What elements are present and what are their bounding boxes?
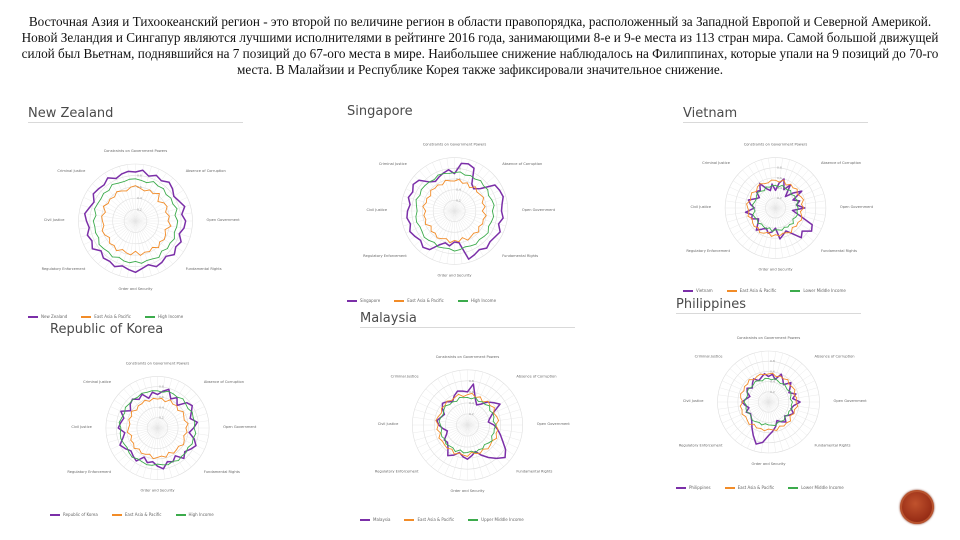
tick-label: 0.8 (137, 173, 142, 178)
tick-label: 0.4 (777, 185, 782, 190)
axis-label: Fundamental Rights (203, 470, 240, 474)
chart-legend (50, 512, 228, 517)
tick-label: 0.2 (770, 389, 775, 394)
legend-swatch (676, 487, 686, 489)
tick-label: 0.8 (777, 165, 782, 170)
tick-label: 0.4 (770, 379, 775, 384)
legend-item (404, 517, 454, 522)
legend-swatch (28, 316, 38, 318)
axis-label: Absence of Corruption (821, 160, 862, 165)
tick-label: 0.2 (469, 411, 474, 416)
legend-label: East Asia & Pacific (407, 298, 444, 303)
radar-chart (360, 331, 575, 515)
ornament-seal-icon (900, 490, 934, 524)
axis-label: Regulatory Enforcement (67, 470, 112, 474)
chart-legend (347, 298, 510, 303)
legend-label: High Income (157, 314, 184, 319)
axis-label: Fundamental Rights (516, 469, 553, 474)
axis-label: Criminal Justice (57, 169, 86, 174)
legend-label: East Asia & Pacific (94, 314, 131, 319)
legend-item (727, 288, 777, 293)
axis-label: Regulatory Enforcement (678, 443, 723, 448)
tick-label: 0.4 (456, 187, 461, 192)
legend-item (112, 512, 162, 517)
axis-label: Criminal Justice (390, 374, 419, 379)
axis-label: Civil Justice (377, 422, 399, 426)
axis-label: Order and Security (140, 488, 175, 493)
axis-label: Absence of Corruption (185, 169, 226, 174)
tick-label: 0.4 (469, 400, 474, 405)
legend-label: High Income (470, 298, 497, 303)
axis-label: Civil Justice (366, 208, 388, 212)
legend-item (458, 298, 496, 303)
tick-label: 0.2 (456, 198, 461, 203)
axis-label: Regulatory Enforcement (363, 254, 407, 259)
legend-swatch (81, 316, 91, 318)
legend-swatch (727, 290, 737, 292)
grid-spoke (737, 208, 775, 241)
grid-spoke (730, 402, 769, 435)
legend-item (788, 485, 843, 490)
grid-spoke (426, 389, 468, 425)
legend-label: East Asia & Pacific (737, 485, 775, 490)
legend-item (683, 288, 713, 293)
chart-title: Philippines (676, 297, 747, 312)
axis-label: Absence of Corruption (203, 380, 244, 384)
axis-label: Order and Security (437, 273, 472, 278)
axis-label: Fundamental Rights (814, 443, 851, 448)
legend-swatch (458, 300, 468, 302)
tick-label: 0.8 (770, 359, 775, 364)
legend-swatch (394, 300, 404, 302)
axis-label: Criminal Justice (83, 380, 112, 384)
radar-chart (50, 340, 265, 512)
grid-spoke (735, 363, 768, 402)
legend-item (145, 314, 183, 319)
axis-label: Civil Justice (71, 425, 92, 429)
legend-swatch (788, 487, 798, 489)
chart-title: Vietnam (683, 106, 738, 121)
axis-label: Order and Security (450, 489, 485, 494)
legend-item (468, 517, 524, 522)
axis-label: Order and Security (118, 287, 153, 291)
legend-item (790, 288, 845, 293)
legend-label: Upper Middle Income (481, 517, 524, 522)
chart-title: Singapore (347, 104, 413, 119)
legend-swatch (347, 300, 357, 302)
axis-label: Open Government (536, 422, 570, 426)
chart-legend (360, 517, 538, 522)
legend-swatch (404, 519, 414, 521)
legend-label: Lower Middle Income (803, 288, 846, 293)
legend-label: East Asia & Pacific (739, 288, 777, 293)
tick-label: 0.6 (137, 184, 142, 189)
axis-label: Criminal Justice (694, 354, 723, 359)
tick-label: 0.8 (159, 384, 164, 389)
axis-label: Constraints on Government Powers (743, 142, 808, 147)
legend-swatch (145, 316, 155, 318)
axis-label: Open Government (833, 399, 867, 403)
axis-label: Criminal Justice (702, 160, 730, 165)
axis-label: Open Government (839, 205, 874, 209)
legend-label: Malaysia (373, 517, 391, 522)
radar-chart (683, 122, 874, 290)
axis-label: Constraints on Government Powers (422, 142, 487, 147)
legend-item (676, 485, 711, 490)
axis-label: Absence of Corruption (502, 161, 543, 166)
chart-legend (683, 288, 860, 293)
tick-label: 0.2 (159, 415, 164, 420)
axis-label: Fundamental Rights (185, 266, 222, 271)
radar-chart (676, 315, 867, 485)
axis-label: Constraints on Government Powers (125, 361, 190, 366)
axis-label: Regulatory Enforcement (374, 469, 419, 474)
grid-spoke (136, 221, 173, 264)
tick-label: 0.6 (770, 369, 775, 374)
tick-label: 0.6 (469, 389, 474, 394)
legend-label: High Income (188, 512, 214, 517)
axis-label: Fundamental Rights (821, 249, 857, 254)
legend-item (725, 485, 775, 490)
legend-item (394, 298, 444, 303)
tick-label: 0.8 (469, 378, 474, 383)
legend-swatch (50, 514, 60, 516)
grid-spoke (136, 221, 179, 258)
grid-spoke (776, 208, 814, 241)
legend-item (28, 314, 67, 319)
axis-label: Fundamental Rights (502, 254, 539, 259)
legend-item (176, 512, 214, 517)
legend-swatch (176, 514, 186, 516)
intro-paragraph: Восточная Азия и Тихоокеанский регион - это второй по величине регион в области правопорядка, расположенный за Западной Европой и Северной Америкой. Новой Зеландия и Сингапур являются лучшими исполнителями в рейтинге 2016 года, занимающими 8-е и 9-е места из 113 стран мира. Самой большой движущей силой был Вьетнам, поднявшийся на 7 позиций до 67-ого места в мире. Наибольшее снижение наблюдалось на Филиппинах, которые упали на 9 позиций до 70-го места. В Малайзии и Республике Корея также зафиксировали значительное снижение. (21, 14, 939, 77)
axis-label: Civil Justice (682, 399, 704, 403)
chart-title: New Zealand (28, 106, 114, 121)
tick-label: 0.6 (159, 395, 164, 400)
tick-label: 0.4 (137, 196, 142, 201)
title-divider (676, 313, 861, 314)
axis-label: Constraints on Government Powers (103, 149, 168, 153)
tick-label: 0.8 (456, 166, 461, 171)
axis-label: Absence of Corruption (814, 354, 855, 359)
grid-spoke (776, 175, 814, 208)
legend-swatch (683, 290, 693, 292)
legend-label: New Zealand (41, 314, 68, 319)
legend-label: Republic of Korea (63, 512, 98, 517)
grid-spoke (468, 389, 510, 425)
chart-title: Republic of Korea (50, 322, 164, 337)
legend-label: East Asia & Pacific (417, 517, 455, 522)
legend-item (81, 314, 131, 319)
legend-swatch (725, 487, 735, 489)
tick-label: 0.4 (159, 405, 164, 410)
legend-item (50, 512, 98, 517)
axis-label: Absence of Corruption (516, 374, 557, 379)
axis-label: Civil Justice (43, 218, 65, 222)
legend-label: Vietnam (696, 288, 713, 293)
axis-label: Constraints on Government Powers (435, 354, 500, 359)
axis-label: Regulatory Enforcement (41, 266, 86, 271)
axis-label: Civil Justice (690, 205, 712, 209)
axis-label: Open Government (521, 208, 556, 212)
legend-label: East Asia & Pacific (124, 512, 162, 517)
legend-item (360, 517, 390, 522)
legend-item (347, 298, 380, 303)
tick-label: 0.2 (777, 195, 782, 200)
axis-label: Regulatory Enforcement (686, 249, 730, 254)
legend-label: Lower Middle Income (801, 485, 844, 490)
title-divider (360, 327, 575, 328)
axis-label: Constraints on Government Powers (736, 336, 801, 340)
axis-label: Open Government (223, 425, 257, 429)
chart-legend (676, 485, 858, 490)
legend-swatch (468, 519, 478, 521)
legend-swatch (790, 290, 800, 292)
grid-spoke (769, 369, 808, 402)
axis-label: Criminal Justice (378, 161, 407, 166)
axis-label: Order and Security (758, 267, 793, 272)
chart-legend (28, 314, 197, 319)
legend-swatch (360, 519, 370, 521)
radar-chart (347, 120, 562, 298)
axis-label: Open Government (206, 218, 240, 222)
chart-title: Malaysia (360, 311, 417, 326)
legend-label: Philippines (689, 485, 711, 490)
legend-label: Singapore (360, 298, 381, 303)
tick-label: 0.2 (137, 207, 142, 212)
radar-chart (28, 124, 243, 314)
grid-spoke (776, 208, 809, 246)
tick-label: 0.6 (456, 176, 461, 181)
axis-label: Order and Security (751, 462, 786, 466)
title-divider (28, 122, 243, 123)
legend-swatch (112, 514, 122, 516)
tick-label: 0.6 (777, 175, 782, 180)
